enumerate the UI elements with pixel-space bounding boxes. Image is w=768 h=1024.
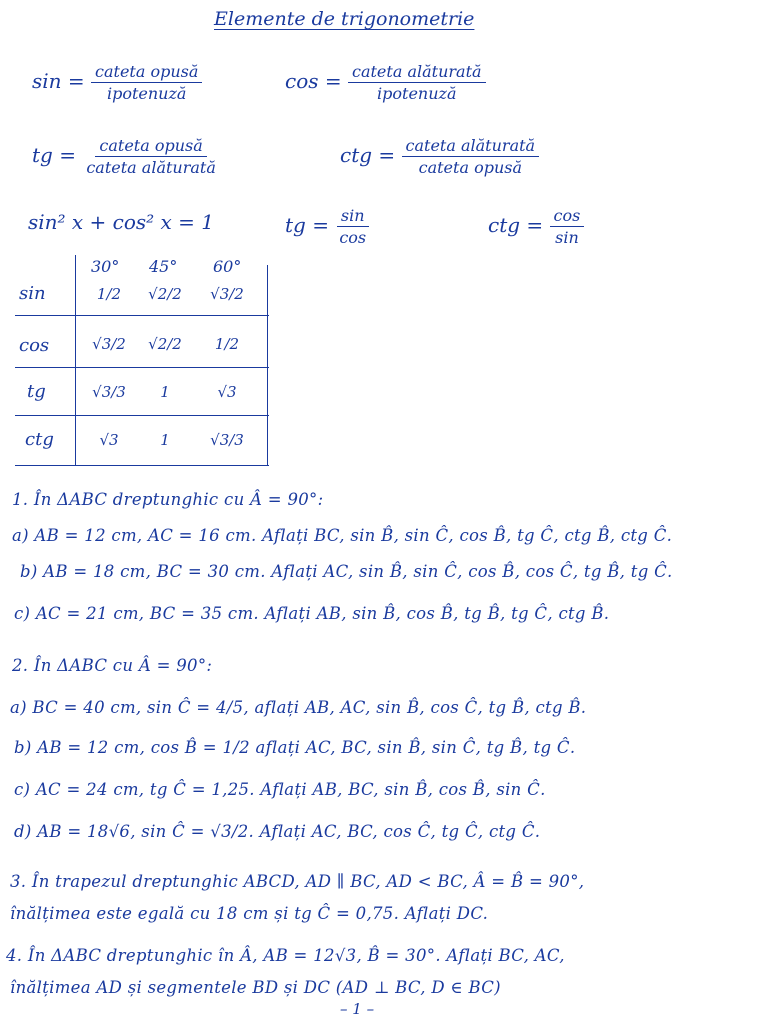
exercise-1-heading: 1. În ΔABC dreptunghic cu Â = 90°:: [12, 490, 324, 509]
exercise-3-line1: 3. În trapezul dreptunghic ABCD, AD ∥ BC, AD < BC, Â = B̂ = 90°,: [10, 872, 585, 891]
tg-identity: tg = $\frac{\sin}{\cos}$: [285, 206, 370, 247]
tg-label: tg: [32, 143, 53, 167]
exercise-1b: b) AB = 18 cm, BC = 30 cm. Aflați AC, sin B̂, sin Ĉ, cos B̂, cos Ĉ, tg B̂, tg Ĉ.: [20, 562, 673, 581]
tg-identity-label: tg: [285, 213, 306, 237]
table-cell-tg-60: √3: [217, 383, 237, 401]
table-border-right: [267, 265, 268, 465]
table-row-line: [15, 415, 269, 416]
exercise-2b: b) AB = 12 cm, cos B̂ = 1/2 aflați AC, BC, sin B̂, sin Ĉ, tg B̂, tg Ĉ.: [14, 738, 576, 757]
ctg-fraction: [402, 136, 540, 177]
table-cell-tg-30: √3/3: [92, 383, 126, 401]
sin-definition: sin = $\frac{\text{cateta opusă}}{\text{ipotenuză}}$: [32, 62, 202, 103]
table-cell-cos-45: √2/2: [148, 335, 182, 353]
ctg-identity: ctg = $\frac{\cos}{\sin}$: [488, 206, 584, 247]
ctg-label: ctg: [340, 143, 373, 167]
tg-identity-fraction: [335, 206, 370, 247]
page-title: Elemente de trigonometrie: [214, 8, 475, 30]
exercise-4-line1: 4. În ΔABC dreptunghic în Â, AB = 12√3, B̂ = 30°. Aflați BC, AC,: [6, 946, 565, 965]
table-cell-cos-60: 1/2: [214, 335, 240, 353]
exercise-3-line2: înălțimea este egală cu 18 cm și tg Ĉ = 0,75. Aflați DC.: [10, 904, 489, 923]
table-cell-sin-60: √3/2: [210, 285, 244, 303]
table-bottom-line: [15, 465, 269, 466]
table-row-line: [15, 367, 269, 368]
exercise-2c: c) AC = 24 cm, tg Ĉ = 1,25. Aflați AB, BC, sin B̂, cos B̂, sin Ĉ.: [14, 780, 546, 799]
cos-definition: cos = $\frac{\text{cateta alăturată}}{\text{ipotenuză}}$: [285, 62, 486, 103]
cos-numerator: cateta alăturată: [348, 62, 486, 83]
sin-label: sin: [32, 69, 62, 93]
ctg-identity-fraction: [550, 206, 585, 247]
tg-definition: tg = $\frac{\text{cateta opusă}}{\text{cateta alăturată}}$: [32, 136, 220, 177]
table-cell-ctg-30: √3: [99, 431, 119, 449]
column-header-30: 30°: [91, 257, 120, 276]
exercise-2d: d) AB = 18√6, sin Ĉ = √3/2. Aflați AC, BC, cos Ĉ, tg Ĉ, ctg Ĉ.: [14, 822, 541, 841]
pythagorean-identity: sin² x + cos² x = 1: [28, 210, 215, 234]
tg-identity-denominator: cos: [339, 228, 367, 247]
row-label-tg: tg: [27, 381, 46, 402]
sin-fraction: [91, 62, 202, 103]
tg-fraction: [82, 136, 220, 177]
table-cell-cos-30: √3/2: [92, 335, 126, 353]
cos-denominator: ipotenuză: [377, 84, 457, 103]
cos-fraction: [348, 62, 486, 103]
column-header-60: 60°: [213, 257, 242, 276]
table-row-line: [15, 315, 269, 316]
column-header-45: 45°: [149, 257, 178, 276]
exercise-1a: a) AB = 12 cm, AC = 16 cm. Aflați BC, sin B̂, sin Ĉ, cos B̂, tg Ĉ, ctg B̂, ctg Ĉ.: [12, 526, 673, 545]
sin-denominator: ipotenuză: [106, 84, 187, 103]
ctg-numerator: cateta alăturată: [402, 136, 540, 157]
exercise-4-line2: înălțimea AD și segmentele BD și DC (AD ⊥ BC, D ∈ BC): [10, 978, 501, 997]
table-cell-ctg-60: √3/3: [210, 431, 244, 449]
sin-numerator: cateta opusă: [91, 62, 202, 83]
ctg-identity-numerator: cos: [550, 206, 585, 227]
page-number: – 1 –: [340, 1000, 375, 1018]
ctg-definition: ctg = $\frac{\text{cateta alăturată}}{\text{cateta opusă}}$: [340, 136, 539, 177]
row-label-ctg: ctg: [25, 429, 54, 450]
tg-numerator: cateta opusă: [95, 136, 206, 157]
ctg-identity-label: ctg: [488, 213, 521, 237]
ctg-denominator: cateta opusă: [418, 158, 522, 177]
table-divider-vertical: [75, 255, 76, 465]
table-cell-sin-30: 1/2: [96, 285, 122, 303]
exercise-1c: c) AC = 21 cm, BC = 35 cm. Aflați AB, sin B̂, cos B̂, tg B̂, tg Ĉ, ctg B̂.: [14, 604, 610, 623]
trig-values-table: [15, 255, 270, 467]
exercise-2a: a) BC = 40 cm, sin Ĉ = 4/5, aflați AB, AC, sin B̂, cos Ĉ, tg B̂, ctg B̂.: [10, 698, 587, 717]
tg-identity-numerator: sin: [337, 206, 369, 227]
row-label-cos: cos: [19, 335, 50, 356]
exercise-2-heading: 2. În ΔABC cu Â = 90°:: [12, 656, 213, 675]
cos-label: cos: [285, 69, 319, 93]
row-label-sin: sin: [19, 283, 46, 304]
table-cell-sin-45: √2/2: [148, 285, 182, 303]
ctg-identity-denominator: sin: [555, 228, 579, 247]
table-cell-tg-45: 1: [160, 383, 170, 401]
tg-denominator: cateta alăturată: [86, 158, 216, 177]
table-cell-ctg-45: 1: [160, 431, 170, 449]
